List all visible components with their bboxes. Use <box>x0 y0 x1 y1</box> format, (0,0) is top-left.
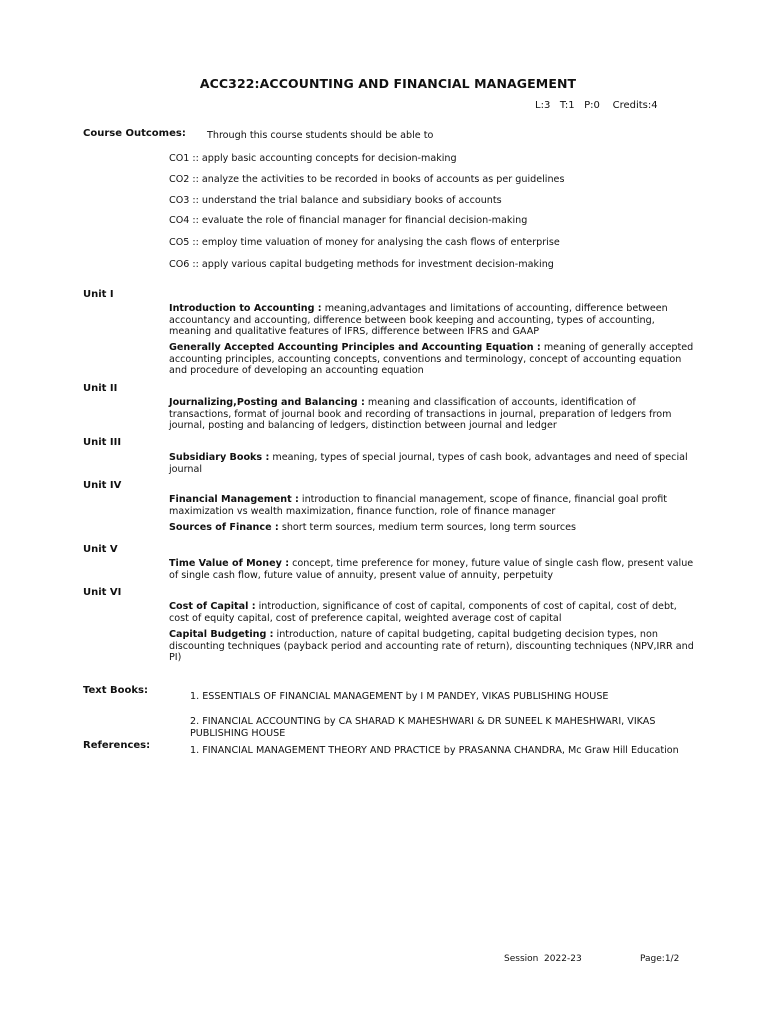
unit-topic <box>169 629 699 664</box>
topic-text: meaning,advantages and limitations of accounting, difference between accountancy and accounting, difference between book keeping and accounting, types of accounting, meaning and qualitative features of IFRS, difference between IFRS and GAAP <box>169 303 668 338</box>
co-item: CO6 :: apply various capital budgeting methods for investment decision-making <box>169 259 554 270</box>
page-number: Page:1/2 <box>640 954 680 964</box>
topic-heading: Sources of Finance : <box>169 522 279 533</box>
topic-heading: Capital Budgeting : <box>169 629 274 640</box>
co-item: CO4 :: evaluate the role of financial manager for financial decision-making <box>169 215 528 226</box>
unit-topic <box>169 342 699 377</box>
topic-heading: Subsidiary Books : <box>169 452 270 463</box>
co-item: CO5 :: employ time valuation of money for analysing the cash flows of enterprise <box>169 237 560 248</box>
unit-label: Unit I <box>83 289 114 300</box>
unit-topic <box>169 494 699 517</box>
topic-text: introduction to financial management, scope of finance, financial goal profit maximization vs wealth maximization, finance function, role of finance manager <box>169 494 668 517</box>
unit-topic <box>169 397 699 432</box>
text-book-item: 1. ESSENTIALS OF FINANCIAL MANAGEMENT by I M PANDEY, VIKAS PUBLISHING HOUSE <box>190 691 609 702</box>
topic-heading: Journalizing,Posting and Balancing : <box>169 397 365 408</box>
unit-label: Unit II <box>83 383 118 394</box>
topic-text: meaning, types of special journal, types of cash book, advantages and need of special journal <box>169 452 688 475</box>
text-book-item: 2. FINANCIAL ACCOUNTING by CA SHARAD K MAHESHWARI & DR SUNEEL K MAHESHWARI, VIKAS PUBLISHING HOUSE <box>190 716 656 739</box>
unit-label: Unit V <box>83 544 118 555</box>
course-outcomes-intro: Through this course students should be able to <box>207 130 434 141</box>
reference-item: 1. FINANCIAL MANAGEMENT THEORY AND PRACTICE by PRASANNA CHANDRA, Mc Graw Hill Education <box>190 745 679 756</box>
unit-topic <box>169 452 699 475</box>
course-title: ACC322:ACCOUNTING AND FINANCIAL MANAGEMENT <box>199 76 577 91</box>
unit-topic <box>169 303 699 338</box>
text-books-label: Text Books: <box>83 685 148 696</box>
co-item: CO3 :: understand the trial balance and subsidiary books of accounts <box>169 195 502 206</box>
topic-heading: Financial Management : <box>169 494 299 505</box>
topic-text: introduction, significance of cost of capital, components of cost of capital, cost of debt, cost of equity capital, cost of preference capital, weighted average cost of capital <box>169 601 677 624</box>
session-label: Session 2022-23 <box>504 954 582 964</box>
unit-label: Unit III <box>83 437 122 448</box>
unit-label: Unit IV <box>83 480 122 491</box>
topic-heading: Generally Accepted Accounting Principles and Accounting Equation : <box>169 342 541 353</box>
co-item: CO2 :: analyze the activities to be recorded in books of accounts as per guidelines <box>169 174 565 185</box>
course-outcomes-label: Course Outcomes: <box>83 128 186 139</box>
topic-heading: Cost of Capital : <box>169 601 256 612</box>
topic-heading: Time Value of Money : <box>169 558 290 569</box>
unit-label: Unit VI <box>83 587 122 598</box>
topic-text: meaning of generally accepted accounting principles, accounting concepts, conventions and terminology, concept of accounting equation and procedure of developing an accounting equation <box>169 342 694 377</box>
references-label: References: <box>83 740 151 751</box>
unit-topic <box>169 601 699 624</box>
co-item: CO1 :: apply basic accounting concepts for decision-making <box>169 153 457 164</box>
topic-text: introduction, nature of capital budgeting, capital budgeting decision types, non discounting techniques (payback period and accounting rate of return), discounting techniques (NPV,IRR and PI) <box>169 629 694 664</box>
topic-text: concept, time preference for money, future value of single cash flow, present value of single cash flow, future value of annuity, present value of annuity, perpetuity <box>169 558 694 581</box>
topic-text: meaning and classification of accounts, identification of transactions, format of journal book and recording of transactions in journal, preparation of ledgers from journal, posting and balancing of ledgers, distinction between journal and ledger <box>169 397 672 432</box>
credits-line: L:3 T:1 P:0 Credits:4 <box>535 100 658 111</box>
topic-heading: Introduction to Accounting : <box>169 303 322 314</box>
topic-text: short term sources, medium term sources, long term sources <box>278 522 577 533</box>
unit-topic <box>169 522 699 534</box>
unit-topic <box>169 558 699 581</box>
